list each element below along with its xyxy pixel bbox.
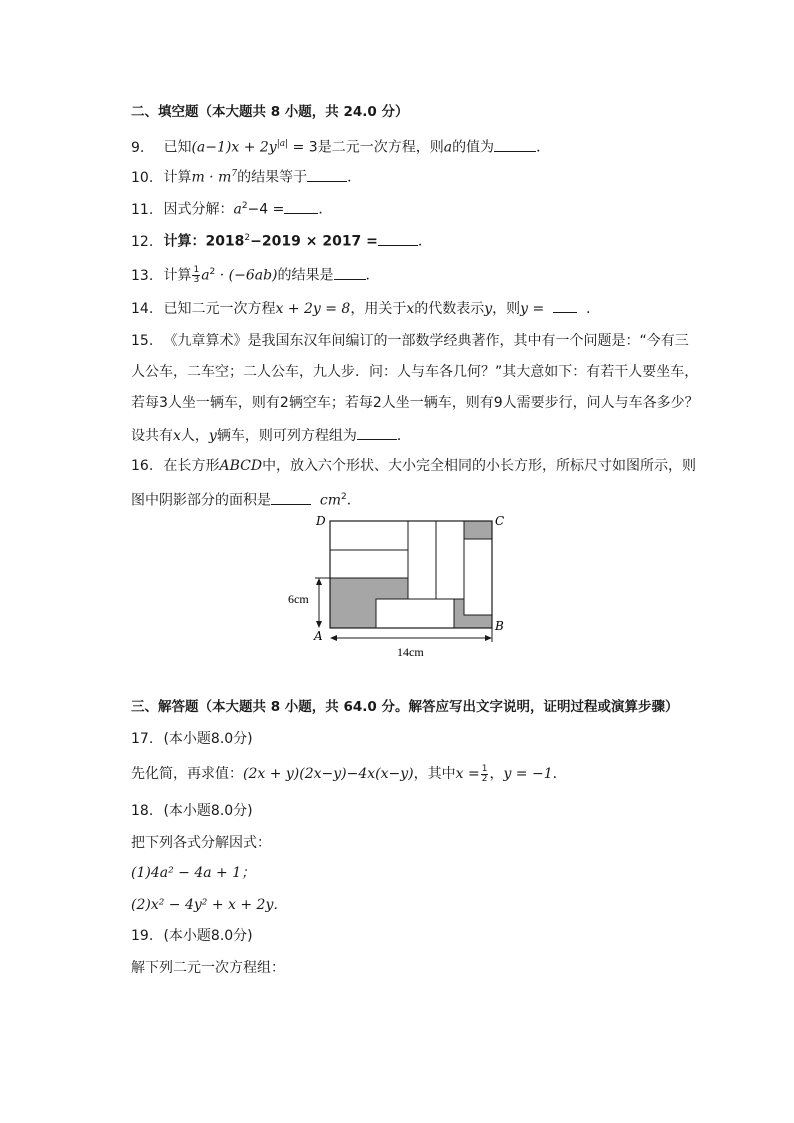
question-13	[131, 262, 380, 286]
q15-line-3: 若每3人坐一辆车，则有2辆空车；若每2人坐一辆车，则有9人需要步行，问人与车各多少？	[131, 395, 699, 411]
question-11	[131, 196, 332, 220]
question-number: 12.	[131, 233, 154, 250]
q11-text-3: ．	[318, 201, 333, 218]
q11-text-2: −4 =	[247, 201, 285, 218]
rectangle-figure	[285, 512, 515, 660]
width-dimension-label: 14cm	[397, 645, 424, 659]
q15-line-1: 《九章算术》是我国东汉年间编订的一部数学经典著作，其中有一个问题是：“今有三	[163, 333, 689, 349]
q19-intro: 解下列二元一次方程组：	[131, 960, 285, 976]
q17-y: y = −1	[503, 766, 553, 782]
q17-expr: (2x + y)(2x−y)−4x(x−y)	[243, 766, 414, 782]
shaded-region-top-right	[464, 521, 492, 539]
q9-text-3: 的值为	[452, 139, 495, 156]
fraction-numerator: 1	[481, 763, 488, 774]
q13-expr: a	[201, 267, 210, 284]
q14-text-1: 已知二元一次方程	[163, 301, 276, 317]
q14-expr: x + 2y = 8	[275, 301, 351, 317]
small-rectangle-4	[436, 521, 464, 599]
question-10	[131, 164, 361, 188]
question-9	[131, 134, 550, 158]
vertex-label-a: A	[314, 629, 323, 643]
q17-text-2: ，其中	[413, 766, 456, 782]
q15-text-b: 人，	[180, 428, 209, 444]
q14-text-2: ，用关于	[350, 301, 407, 317]
question-12	[131, 228, 432, 252]
q10-text-1: 计算	[163, 169, 192, 186]
question-number: 15.	[131, 333, 154, 349]
q15-var-x: x	[173, 428, 181, 444]
q14-var: x	[406, 301, 415, 317]
q16-var: ABCD	[219, 458, 263, 474]
question-number: 13.	[131, 267, 154, 284]
q12-exponent: 2	[244, 233, 251, 243]
question-number: 14.	[131, 301, 154, 317]
small-rectangle-5	[464, 539, 492, 615]
q17-text-1: 先化简，再求值：	[131, 766, 243, 782]
vertex-label-d: D	[316, 514, 326, 528]
question-number: 11.	[131, 201, 154, 218]
small-rectangle-1	[330, 521, 408, 550]
question-score: (本小题8.0分)	[163, 928, 253, 944]
section-3-header: 三、解答题（本大题共 8 小题，共 64.0 分。解答应写出文字说明，证明过程或演算步骤）	[131, 699, 679, 715]
q18-part-1: (1)4a² − 4a + 1；	[131, 865, 256, 881]
q17-text-3: ，	[489, 766, 504, 782]
arrow-down-icon	[316, 621, 322, 628]
q14-var3: y =	[520, 301, 545, 317]
q12-text-3: ．	[417, 233, 432, 250]
answer-blank[interactable]	[378, 231, 418, 246]
q10-text-3: ．	[347, 169, 362, 186]
arrow-left-icon	[330, 635, 337, 641]
q18-intro: 把下列各式分解因式：	[131, 835, 271, 851]
q11-exponent: 2	[241, 201, 248, 211]
height-dimension-label: 6cm	[288, 592, 309, 606]
fraction-denominator: 3	[193, 275, 200, 286]
small-rectangle-2	[330, 550, 408, 578]
q18-part-2: (2)x² − 4y² + x + 2y．	[131, 897, 288, 913]
q13-text-1: 计算	[163, 267, 192, 284]
q14-text-3: 的代数表示	[414, 301, 485, 317]
question-14	[131, 298, 600, 319]
section-2-header: 二、填空题（本大题共 8 小题，共 24.0 分）	[131, 104, 409, 120]
q9-expr: (a−1)x + 2y	[191, 139, 277, 156]
q11-text-1: 因式分解：	[163, 201, 234, 218]
q12-text-1: 计算：2018	[163, 233, 245, 250]
question-number: 17.	[131, 731, 154, 747]
q11-expr: a	[233, 201, 242, 218]
q15-text-a: 设共有	[131, 428, 173, 444]
answer-blank[interactable]	[494, 137, 536, 152]
q9-exponent: |a|	[276, 139, 289, 149]
q15-text-d: ．	[396, 428, 411, 444]
fraction	[481, 765, 489, 784]
q13-text-2: · (−6ab)	[215, 267, 278, 284]
vertex-label-b: B	[495, 619, 504, 633]
answer-blank[interactable]	[334, 265, 366, 280]
q12-text-2: −2019 × 2017 =	[250, 233, 378, 250]
q16-unit-exponent: 2	[341, 492, 347, 502]
q14-text-5: ．	[586, 301, 601, 317]
answer-blank[interactable]	[271, 490, 311, 505]
fraction-denominator: 2	[481, 773, 488, 784]
q16-text-c: 图中阴影部分的面积是	[131, 492, 271, 509]
q10-exponent: 7	[231, 169, 238, 179]
question-number: 10.	[131, 169, 154, 186]
question-number: 16.	[131, 458, 154, 474]
small-rectangle-3	[408, 521, 436, 599]
fraction	[192, 266, 200, 285]
q17-text-4: ．	[552, 766, 567, 782]
small-rectangle-6	[376, 599, 454, 628]
fraction-numerator: 1	[193, 265, 200, 276]
q15-line-2: 人公车，二车空；二人公车，九人步．问：人与车各几何？”其大意如下：有若干人要坐车，	[131, 364, 699, 380]
answer-blank[interactable]	[553, 298, 577, 313]
answer-blank[interactable]	[307, 167, 347, 182]
q10-text-2: 的结果等于	[237, 169, 308, 186]
q9-text-2: = 3是二元一次方程，则	[288, 139, 444, 156]
q9-text-1: 已知	[163, 139, 192, 156]
q15-var-y: y	[208, 428, 217, 444]
q15-text-c: 辆车，则可列方程组为	[216, 428, 357, 444]
q14-var2: y	[484, 301, 493, 317]
q17-x: x =	[455, 766, 480, 782]
q16-unit: cm	[319, 492, 342, 509]
question-score: (本小题8.0分)	[163, 803, 253, 819]
question-score: (本小题8.0分)	[163, 731, 253, 747]
answer-blank[interactable]	[357, 425, 397, 440]
q13-exponent: 2	[209, 267, 216, 277]
arrow-up-icon	[316, 578, 322, 585]
q13-text-3: 的结果是	[277, 267, 334, 284]
q13-text-4: ．	[365, 267, 380, 284]
vertex-label-c: C	[495, 514, 505, 528]
q16-text-d: ．	[346, 492, 361, 509]
arrow-right-icon	[485, 635, 492, 641]
answer-blank[interactable]	[284, 199, 318, 214]
q10-expr: m · m	[191, 169, 232, 186]
q16-text-a: 在长方形	[163, 458, 220, 474]
q14-text-4: ，则	[492, 301, 521, 317]
q9-var: a	[443, 139, 453, 156]
q16-text-b: 中，放入六个形状、大小完全相同的小长方形，所标尺寸如图所示，则	[262, 458, 697, 474]
question-number: 18.	[131, 803, 154, 819]
q9-text-4: ．	[536, 139, 551, 156]
question-number: 19.	[131, 928, 154, 944]
question-number: 9.	[131, 139, 145, 156]
